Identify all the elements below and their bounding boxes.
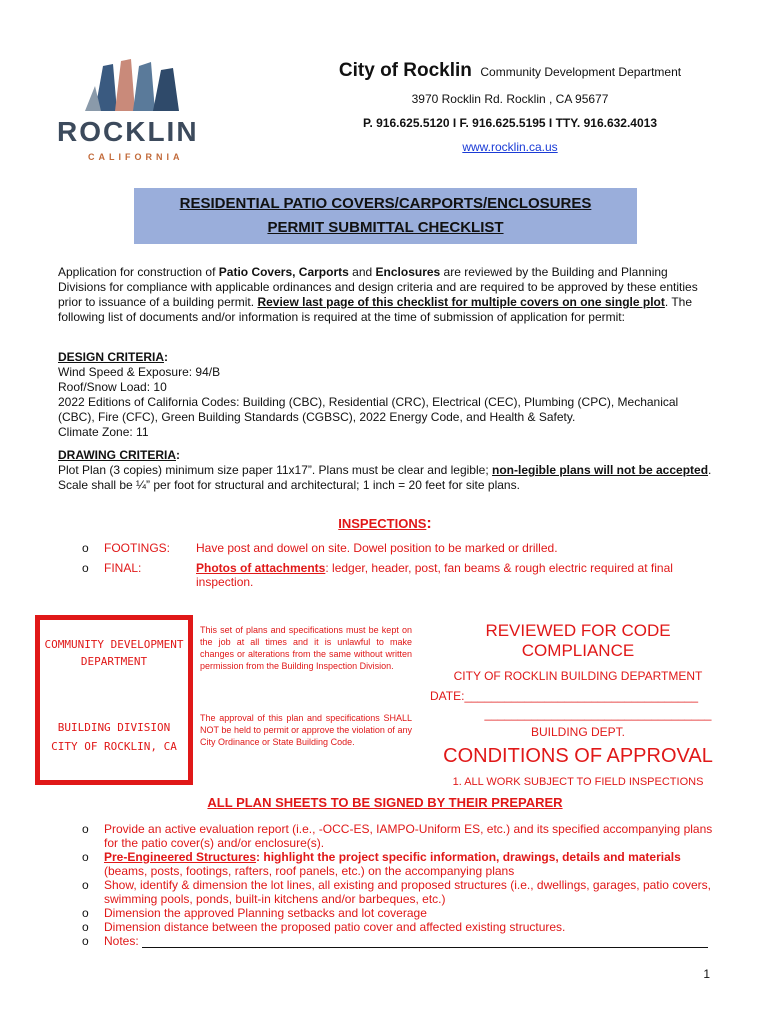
- list-item: [58, 920, 718, 934]
- drawing-text: . Scale shall be ¼” per foot for structural and architectural; 1 inch = 20 feet for site plans.: [58, 463, 712, 492]
- logo-subtitle: CALIFORNIA: [88, 152, 184, 162]
- design-line: 2022 Editions of California Codes: Building (CBC), Residential (CRC), Electrical (CEC), Plumbing (CPC), Mechanical (CBC), Fire (CFC), Green Building Standards (CGBSC), 2022 Energy Code, and Health & Safety.: [58, 395, 679, 424]
- review-department: CITY OF ROCKLIN BUILDING DEPARTMENT: [453, 669, 703, 683]
- list-item: [58, 934, 718, 948]
- building-dept-label: BUILDING DEPT.: [530, 725, 626, 739]
- page-number: 1: [703, 967, 710, 981]
- inspection-label: FINAL:: [104, 561, 142, 575]
- list-item-text: (beams, posts, footings, rafters, roof panels, etc.) on the accompanying plans: [104, 864, 515, 878]
- review-stamp: [428, 621, 728, 788]
- notes-field[interactable]: [142, 947, 708, 948]
- intro-emphasis: Review last page of this checklist for multiple covers on one single plot: [257, 295, 665, 309]
- review-title: REVIEWED FOR CODE COMPLIANCE: [485, 621, 671, 660]
- bullet-icon: o: [82, 541, 89, 555]
- bullet-icon: o: [82, 850, 89, 864]
- design-line: Roof/Snow Load: 10: [58, 380, 167, 394]
- inspection-text: : ledger, header, post, fan beams & rough electric required at final inspection.: [196, 561, 673, 589]
- review-date: DATE:___________________________________: [430, 689, 699, 703]
- plan-sheets-heading: [0, 794, 770, 812]
- website-link[interactable]: www.rocklin.ca.us: [462, 140, 558, 154]
- intro-text: are reviewed by the Building and Planning Divisions for compliance with applicable ordinances and design criteria and are required to be approved by these entities prior to issuance of a building permit.: [58, 265, 698, 309]
- department-stamp: [35, 615, 193, 785]
- design-line: Climate Zone: 11: [58, 425, 149, 439]
- stamp-line: DEPARTMENT: [80, 655, 148, 668]
- intro-bold-2: Enclosures: [375, 265, 441, 279]
- condition-item: 1. ALL WORK SUBJECT TO FIELD INSPECTIONS: [452, 776, 704, 788]
- list-item-text: Dimension distance between the proposed patio cover and affected existing structures.: [104, 920, 566, 934]
- list-item: [58, 906, 718, 920]
- drawing-criteria-colon: :: [176, 448, 180, 462]
- inspection-lead: Photos of attachments: [196, 561, 326, 575]
- address: 3970 Rocklin Rd. Rocklin , CA 95677: [411, 92, 609, 106]
- plan-sheets-list: [58, 822, 718, 948]
- drawing-criteria: [58, 448, 718, 493]
- inspection-text: Have post and dowel on site. Dowel position to be marked or drilled.: [196, 541, 558, 555]
- bullet-icon: o: [82, 906, 89, 920]
- intro-text: and: [348, 265, 376, 279]
- list-item-lead: Pre-Engineered Structures: [104, 850, 257, 864]
- design-criteria-colon: :: [164, 350, 169, 364]
- bullet-icon: o: [82, 934, 89, 948]
- rocklin-mountains-icon: [55, 56, 215, 116]
- approval-notice: The approval of this plan and specifications SHALL NOT be held to permit or approve the violation of any City Ordinance or State Building Code.: [200, 713, 412, 747]
- list-item-text: Dimension the approved Planning setbacks and lot coverage: [104, 906, 427, 920]
- department-name: Community Development Department: [480, 65, 682, 79]
- list-item: [58, 822, 718, 850]
- plans-notice: This set of plans and specifications must be kept on the job at all times and it is unlawful to make changes or alterations from the same without written permission from the Building Inspection Division.: [200, 625, 412, 671]
- bullet-icon: o: [82, 878, 89, 892]
- intro-bold-1: Patio Covers, Carports: [218, 265, 349, 279]
- intro-paragraph: [58, 265, 718, 325]
- city-header: [300, 60, 720, 154]
- list-item: [58, 850, 718, 878]
- inspections-colon: :: [426, 515, 432, 532]
- list-item: [58, 878, 718, 906]
- inspections-title: INSPECTIONS: [338, 516, 427, 531]
- drawing-criteria-title: DRAWING CRITERIA: [58, 448, 176, 462]
- inspection-label: FOOTINGS:: [104, 541, 170, 555]
- list-item-text: Show, identify & dimension the lot lines, all existing and proposed structures (i.e., dwellings, garages, patio covers, swimming pools, ponds, built-in kitchens and/or barbeques, etc.): [104, 878, 711, 906]
- conditions-title: CONDITIONS OF APPROVAL: [443, 745, 713, 767]
- plan-sheets-title: ALL PLAN SHEETS TO BE SIGNED BY THEIR PREPARER: [207, 795, 563, 810]
- bullet-icon: o: [82, 822, 89, 836]
- stamp-line: COMMUNITY DEVELOPMENT: [44, 638, 184, 651]
- stamp-line: CITY OF ROCKLIN, CA: [51, 740, 177, 753]
- inspections-heading: [0, 515, 770, 533]
- design-criteria-title: DESIGN CRITERIA: [58, 350, 165, 364]
- design-criteria: [58, 350, 718, 440]
- intro-text: . The following list of documents and/or information is required at the time of submission of application for permit:: [58, 295, 693, 324]
- review-signature-line: __________________________________: [484, 707, 712, 721]
- phone-numbers: P. 916.625.5120 I F. 916.625.5195 I TTY. 916.632.4013: [362, 116, 658, 130]
- list-item-text: Provide an active evaluation report (i.e., -OCC-ES, IAMPO-Uniform ES, etc.) and its specified accompanying plans for the patio cover(s) and/or enclosure(s).: [104, 822, 713, 850]
- city-name: City of Rocklin: [338, 60, 472, 81]
- list-item-bold: : highlight the project specific information, drawings, details and materials: [256, 850, 681, 864]
- drawing-text: Plot Plan (3 copies) minimum size paper 11x17”. Plans must be clear and legible;: [58, 463, 492, 477]
- logo-wordmark: ROCKLIN: [57, 116, 199, 147]
- bullet-icon: o: [82, 920, 89, 934]
- rocklin-logo: [55, 56, 215, 166]
- notes-label: Notes:: [104, 934, 139, 948]
- document-title: RESIDENTIAL PATIO COVERS/CARPORTS/ENCLOSURES: [179, 195, 592, 212]
- document-subtitle: PERMIT SUBMITTAL CHECKLIST: [267, 219, 504, 236]
- drawing-emphasis: non-legible plans will not be accepted: [492, 463, 709, 477]
- intro-text: Application for construction of: [58, 265, 219, 279]
- bullet-icon: o: [82, 561, 89, 575]
- design-line: Wind Speed & Exposure: 94/B: [58, 365, 221, 379]
- stamp-line: BUILDING DIVISION: [57, 721, 171, 734]
- title-banner: [134, 188, 637, 244]
